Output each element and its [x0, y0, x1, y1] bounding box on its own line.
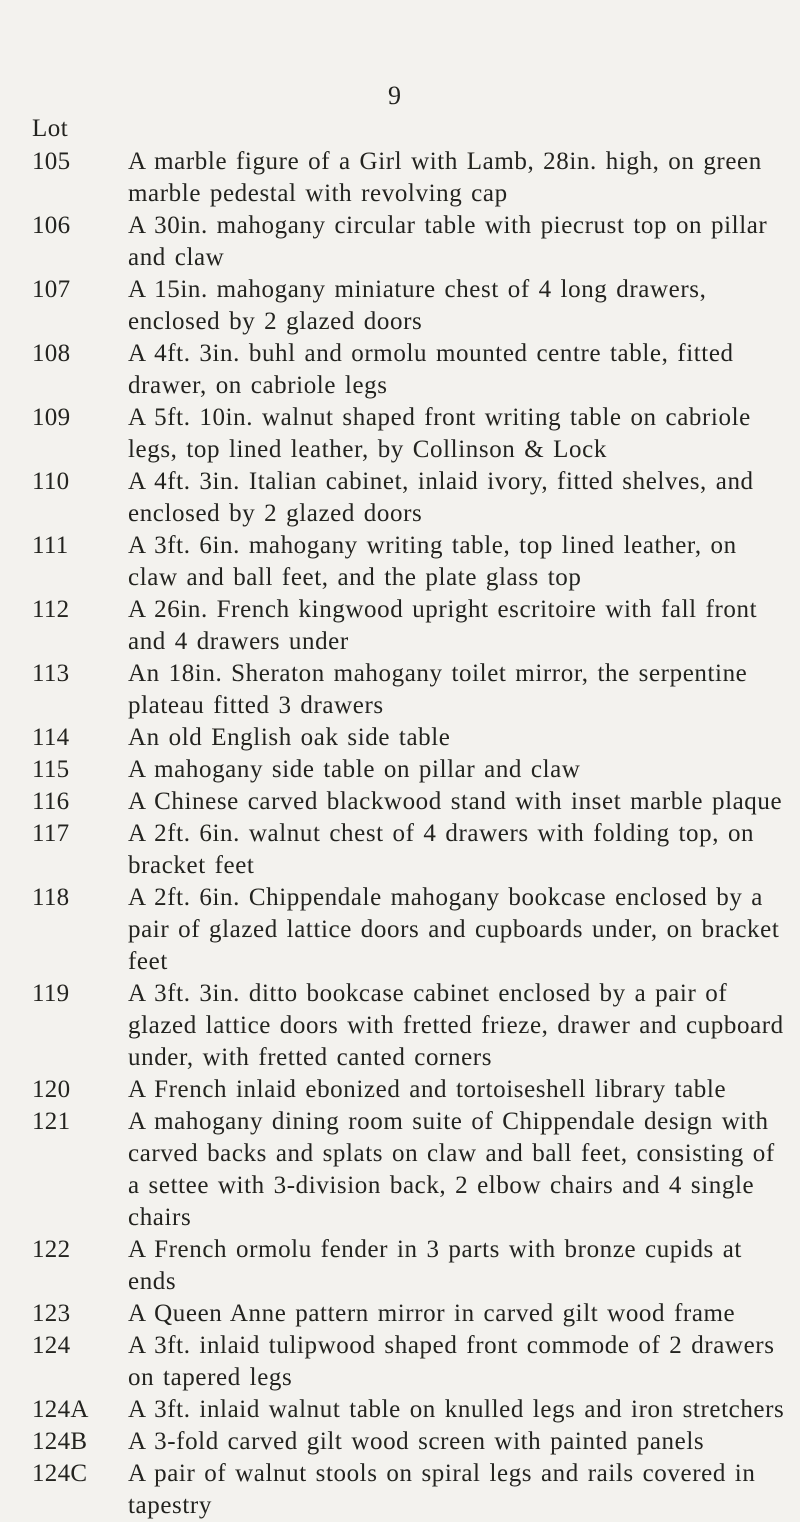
lot-description: A 3ft. inlaid tulipwood shaped front commode of 2 drawers on tapered legs [128, 1332, 775, 1391]
lot-number: 124B [32, 1428, 88, 1455]
lot-description: A French ormolu fender in 3 parts with bronze cupids at ends [128, 1236, 742, 1295]
lot-entry [0, 210, 800, 274]
lot-description: A 3ft. 3in. ditto bookcase cabinet enclosed by a pair of glazed lattice doors with fretted frieze, drawer and cupboard under, with fretted canted corners [128, 980, 784, 1071]
lot-entry [0, 274, 800, 338]
lot-description: A 3-fold carved gilt wood screen with painted panels [128, 1428, 705, 1455]
lot-number: 111 [32, 532, 69, 559]
lot-number: 110 [32, 468, 70, 495]
lot-description: A 15in. mahogany miniature chest of 4 long drawers, enclosed by 2 glazed doors [128, 276, 707, 335]
lot-list [0, 146, 800, 1522]
lot-entry [0, 1234, 800, 1298]
lot-number: 107 [32, 276, 71, 303]
lot-description: A Chinese carved blackwood stand with inset marble plaque [128, 788, 783, 815]
lot-entry [0, 530, 800, 594]
lot-entry [0, 658, 800, 722]
lot-number: 120 [32, 1076, 71, 1103]
lot-entry [0, 818, 800, 882]
lot-number: 121 [32, 1108, 71, 1135]
lot-number: 112 [32, 596, 70, 623]
lot-number: 118 [32, 884, 70, 911]
lot-entry [0, 338, 800, 402]
lot-description: A 4ft. 3in. Italian cabinet, inlaid ivory, fitted shelves, and enclosed by 2 glazed doors [128, 468, 754, 527]
lot-number: 123 [32, 1300, 71, 1327]
lot-entry [0, 594, 800, 658]
lot-entry [0, 1330, 800, 1394]
lot-description: A 2ft. 6in. walnut chest of 4 drawers with folding top, on bracket feet [128, 820, 755, 879]
lot-number: 106 [32, 212, 71, 239]
lot-entry [0, 978, 800, 1074]
lot-entry [0, 1426, 800, 1458]
lot-number: 109 [32, 404, 71, 431]
lot-entry [0, 1074, 800, 1106]
lot-entry [0, 754, 800, 786]
lot-description: An old English oak side table [128, 724, 451, 751]
lot-description: An 18in. Sheraton mahogany toilet mirror, the serpentine plateau fitted 3 drawers [128, 660, 748, 719]
lot-entry [0, 786, 800, 818]
lot-description: A 26in. French kingwood upright escritoire with fall front and 4 drawers under [128, 596, 758, 655]
lot-entry [0, 466, 800, 530]
lot-entry [0, 402, 800, 466]
lot-number: 116 [32, 788, 70, 815]
lot-entry [0, 1106, 800, 1234]
lot-number: 105 [32, 148, 71, 175]
lot-entry [0, 1298, 800, 1330]
lot-description: A 3ft. inlaid walnut table on knulled legs and iron stretchers [128, 1396, 785, 1423]
lot-number: 114 [32, 724, 70, 751]
lot-number: 124C [32, 1460, 88, 1487]
lot-description: A 2ft. 6in. Chippendale mahogany bookcase enclosed by a pair of glazed lattice doors and cupboards under, on bracket feet [128, 884, 780, 975]
lot-number: 119 [32, 980, 70, 1007]
lot-column-heading: Lot [32, 115, 69, 142]
lot-entry [0, 722, 800, 754]
lot-description: A 30in. mahogany circular table with piecrust top on pillar and claw [128, 212, 768, 271]
lot-number: 115 [32, 756, 70, 783]
lot-entry [0, 882, 800, 978]
lot-number: 124A [32, 1396, 89, 1423]
lot-description: A pair of walnut stools on spiral legs and rails covered in tapestry [128, 1460, 756, 1519]
lot-description: A marble figure of a Girl with Lamb, 28in. high, on green marble pedestal with revolving cap [128, 148, 762, 207]
lot-description: A French inlaid ebonized and tortoiseshell library table [128, 1076, 727, 1103]
lot-number: 124 [32, 1332, 71, 1359]
lot-entry [0, 1394, 800, 1426]
lot-entry [0, 1458, 800, 1522]
lot-entry [0, 146, 800, 210]
lot-description: A Queen Anne pattern mirror in carved gilt wood frame [128, 1300, 736, 1327]
lot-description: A 4ft. 3in. buhl and ormolu mounted centre table, fitted drawer, on cabriole legs [128, 340, 734, 399]
lot-description: A 3ft. 6in. mahogany writing table, top lined leather, on claw and ball feet, and the plate glass top [128, 532, 737, 591]
lot-description: A mahogany side table on pillar and claw [128, 756, 581, 783]
lot-description: A mahogany dining room suite of Chippendale design with carved backs and splats on claw and ball feet, consisting of a settee with 3-division back, 2 elbow chairs and 4 single chairs [128, 1108, 775, 1231]
lot-description: A 5ft. 10in. walnut shaped front writing table on cabriole legs, top lined leather, by Collinson & Lock [128, 404, 751, 463]
page-number: 9 [388, 81, 401, 110]
lot-number: 113 [32, 660, 70, 687]
lot-number: 122 [32, 1236, 71, 1263]
lot-number: 108 [32, 340, 71, 367]
lot-number: 117 [32, 820, 70, 847]
